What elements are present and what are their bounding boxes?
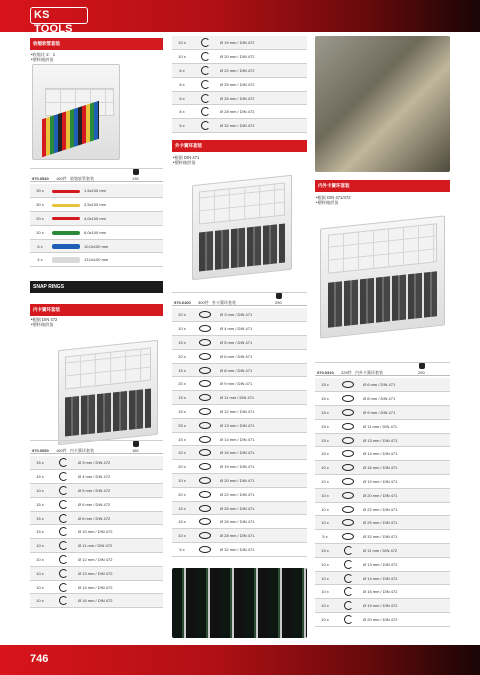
- table-row: [315, 544, 450, 558]
- internal-circlip-set-header: 内卡簧环套装: [30, 304, 163, 316]
- internal-circlip-icon: [344, 615, 353, 624]
- combo-circlip-bullets: •根据 DIN 471/472 •塑料箱供货: [316, 195, 351, 206]
- quantity-cell: 10 x: [315, 613, 335, 627]
- external-circlip-icon: [199, 311, 211, 318]
- quantity-cell: 10 x: [172, 446, 192, 460]
- table-row: [315, 461, 450, 475]
- external-circlip-icon: [342, 395, 354, 402]
- table-row: [172, 474, 307, 488]
- heat-shrink-product-image: [32, 64, 120, 160]
- quantity-cell: 10 x: [315, 516, 335, 530]
- quantity-cell: 15 x: [315, 419, 335, 433]
- table-row: [315, 475, 450, 489]
- table-row: [30, 566, 163, 580]
- external-circlip-icon: [342, 519, 354, 526]
- internal-circlip-icon: [59, 583, 68, 592]
- table-row: [315, 419, 450, 433]
- table-row: [315, 433, 450, 447]
- order-code: 970.0540: [32, 176, 49, 181]
- size-cell: Ø 13 mm / DIN 472: [76, 566, 163, 580]
- external-circlip-icon: [199, 408, 211, 415]
- size-cell: Ø 12 mm / DIN 471: [218, 405, 307, 419]
- size-cell: Ø 14 mm / DIN 471: [218, 432, 307, 446]
- combo-circlip-product-image: [320, 215, 445, 338]
- quantity-cell: 10 x: [172, 36, 192, 50]
- internal-circlip-icon: [344, 601, 353, 610]
- weight-value: 180: [132, 448, 139, 453]
- external-circlip-icon: [342, 423, 354, 430]
- size-cell: Ø 4 mm / DIN 472: [76, 470, 163, 484]
- table-row: 4 x 13,0x100 mm: [30, 253, 163, 267]
- order-code: 970.0310: [317, 370, 334, 375]
- size-cell: Ø 6 mm / DIN 471: [361, 378, 450, 392]
- table-row: [172, 432, 307, 446]
- quantity-cell: 10 x: [30, 553, 50, 567]
- size-cell: Ø 13 mm / DIN 471: [361, 433, 450, 447]
- quantity-cell: 15 x: [172, 336, 192, 350]
- quantity-cell: 10 x: [30, 580, 50, 594]
- table-row: [172, 50, 307, 64]
- table-row: [30, 497, 163, 511]
- external-circlip-icon: [342, 381, 354, 388]
- size-cell: Ø 3 mm / DIN 472: [76, 456, 163, 470]
- size-cell: Ø 19 mm / DIN 472: [361, 599, 450, 613]
- table-row: [172, 36, 307, 50]
- external-circlip-icon: [199, 367, 211, 374]
- table-row: [315, 557, 450, 571]
- order-code: 970.0100: [174, 300, 191, 305]
- table-row: [30, 511, 163, 525]
- table-row: [172, 529, 307, 543]
- external-circlip-icon: [342, 506, 354, 513]
- quantity-cell: 10 x: [172, 50, 192, 64]
- size-cell: Ø 16 mm / DIN 471: [218, 446, 307, 460]
- quantity-cell: 15 x: [315, 447, 335, 461]
- storage-rack-photo: [172, 568, 307, 638]
- size-cell: Ø 5 mm / DIN 472: [76, 484, 163, 498]
- internal-circlip-icon: [201, 66, 210, 75]
- size-cell: Ø 14 mm / DIN 472: [361, 571, 450, 585]
- heat-shrink-table: [30, 184, 163, 267]
- quantity-cell: 8 x: [172, 105, 192, 119]
- external-circlip-icon: [199, 436, 211, 443]
- external-circlip-icon: [199, 325, 211, 332]
- quantity-cell: 10 x: [315, 585, 335, 599]
- table-row: [30, 594, 163, 608]
- internal-circlip-icon: [201, 107, 210, 116]
- table-row: [172, 322, 307, 336]
- size-cell: Ø 14 mm / DIN 472: [76, 580, 163, 594]
- size-cell: Ø 11 mm / DIN 472: [361, 544, 450, 558]
- table-row: [315, 516, 450, 530]
- table-row: [315, 392, 450, 406]
- heat-shrink-order-info: [30, 168, 163, 182]
- quantity-cell: 10 x: [315, 475, 335, 489]
- external-circlip-icon: [199, 505, 211, 512]
- quantity-cell: 15 x: [315, 406, 335, 420]
- weight-icon: [133, 441, 139, 447]
- internal-circlip-icon: [344, 574, 353, 583]
- size-cell: Ø 19 mm / DIN 472: [218, 36, 307, 50]
- order-code: 970.0050: [32, 448, 49, 453]
- external-circlip-icon: [342, 437, 354, 444]
- quantity-cell: 8 x: [172, 91, 192, 105]
- quantity-cell: 10 x: [315, 502, 335, 516]
- size-cell: Ø 32 mm / DIN 471: [218, 543, 307, 557]
- external-circlip-order-info: [172, 292, 307, 306]
- size-cell: Ø 16 mm / DIN 472: [361, 585, 450, 599]
- size-cell: Ø 14 mm / DIN 471: [361, 447, 450, 461]
- table-row: [172, 105, 307, 119]
- table-row: [315, 502, 450, 516]
- set-name: 内卡簧环套装: [70, 448, 94, 453]
- table-row: [315, 447, 450, 461]
- table-row: [172, 377, 307, 391]
- size-cell: Ø 11 mm / DIN 471: [361, 419, 450, 433]
- table-row: [172, 349, 307, 363]
- external-circlip-icon: [342, 450, 354, 457]
- size-cell: Ø 28 mm / DIN 471: [218, 529, 307, 543]
- size-cell: Ø 19 mm / DIN 471: [218, 460, 307, 474]
- heat-shrink-bullets: •收缩比 2：1 •塑料箱供货: [31, 52, 56, 63]
- table-row: [172, 391, 307, 405]
- table-row: [315, 406, 450, 420]
- quantity-cell: 10 x: [315, 599, 335, 613]
- weight-icon: [276, 293, 282, 299]
- page-number: 746: [30, 653, 49, 665]
- size-cell: Ø 28 mm / DIN 472: [218, 105, 307, 119]
- internal-circlip-order-info: [30, 440, 163, 454]
- combo-circlip-order-info: [315, 362, 450, 376]
- table-row: 10 x 6,0x100 mm: [30, 225, 163, 239]
- quantity-cell: 10 x: [315, 461, 335, 475]
- quantity-cell: 10 x: [315, 571, 335, 585]
- section-title: SNAP RINGS: [30, 281, 163, 293]
- size-cell: Ø 5 mm / DIN 471: [218, 336, 307, 350]
- quantity-cell: 20 x: [172, 308, 192, 322]
- table-row: [172, 543, 307, 557]
- table-row: [172, 64, 307, 78]
- size-cell: Ø 20 mm / DIN 472: [218, 50, 307, 64]
- quantity-cell: 15 x: [172, 515, 192, 529]
- internal-circlip-icon: [201, 52, 210, 61]
- external-circlip-icon: [342, 492, 354, 499]
- quantity-cell: 15 x: [30, 497, 50, 511]
- internal-circlip-icon: [59, 569, 68, 578]
- set-name: 外卡簧环套装: [212, 300, 236, 305]
- size-cell: Ø 9 mm / DIN 471: [218, 377, 307, 391]
- shrink-tube-icon: [52, 231, 80, 235]
- table-row: [30, 553, 163, 567]
- size-cell: Ø 26 mm / DIN 472: [218, 91, 307, 105]
- quantity-cell: 20 x: [172, 487, 192, 501]
- weight-icon: [419, 363, 425, 369]
- quantity-cell: 15 x: [315, 378, 335, 392]
- table-row: [30, 456, 163, 470]
- external-circlip-icon: [342, 464, 354, 471]
- external-circlip-icon: [199, 380, 211, 387]
- quantity-cell: 15 x: [172, 363, 192, 377]
- set-name: 内外卡簧环套装: [355, 370, 383, 375]
- internal-circlip-icon: [59, 472, 68, 481]
- quantity-cell: 10 x: [30, 484, 50, 498]
- size-cell: Ø 8 mm / DIN 472: [76, 511, 163, 525]
- quantity-cell: 20 x: [172, 460, 192, 474]
- quantity-cell: 5 x: [172, 119, 192, 133]
- quantity-cell: 5 x: [172, 543, 192, 557]
- quantity-cell: 25 x: [172, 418, 192, 432]
- table-row: [172, 501, 307, 515]
- quantity-cell: 10 x: [172, 474, 192, 488]
- internal-circlip-icon: [59, 555, 68, 564]
- table-row: [172, 77, 307, 91]
- internal-circlip-icon: [59, 500, 68, 509]
- external-circlip-icon: [199, 546, 211, 553]
- quantity-cell: 10 x: [315, 488, 335, 502]
- external-circlip-icon: [342, 533, 354, 540]
- shrink-tube-icon: [52, 204, 80, 207]
- size-cell: Ø 8 mm / DIN 471: [218, 363, 307, 377]
- internal-circlip-table: [30, 456, 163, 608]
- piece-count: 160件: [56, 176, 67, 181]
- table-row: 30 x 1,5x100 mm: [30, 184, 163, 198]
- table-row: [172, 363, 307, 377]
- quantity-cell: 15 x: [30, 511, 50, 525]
- table-row: [172, 487, 307, 501]
- table-row: [172, 336, 307, 350]
- table-row: 6 x 10,0x100 mm: [30, 239, 163, 253]
- external-circlip-icon: [199, 518, 211, 525]
- piece-count: 225件: [341, 370, 352, 375]
- quantity-cell: 15 x: [172, 432, 192, 446]
- weight-value: 290: [275, 300, 282, 305]
- table-row: [172, 119, 307, 133]
- shrink-tube-icon: [52, 190, 80, 193]
- table-row: [315, 488, 450, 502]
- size-cell: Ø 16 mm / DIN 472: [76, 594, 163, 608]
- external-circlip-bullets: •根据 DIN 471 •塑料箱供货: [173, 155, 200, 166]
- external-circlip-icon: [199, 394, 211, 401]
- quantity-cell: 15 x: [30, 470, 50, 484]
- size-cell: Ø 25 mm / DIN 471: [218, 501, 307, 515]
- quantity-cell: 15 x: [172, 405, 192, 419]
- size-cell: Ø 13 mm / DIN 472: [361, 557, 450, 571]
- size-cell: Ø 22 mm / DIN 471: [361, 502, 450, 516]
- table-row: [30, 539, 163, 553]
- quantity-cell: 15 x: [315, 433, 335, 447]
- size-cell: Ø 10 mm / DIN 472: [76, 525, 163, 539]
- quantity-cell: 10 x: [30, 594, 50, 608]
- internal-circlip-icon: [201, 80, 210, 89]
- internal-circlip-icon: [344, 587, 353, 596]
- internal-circlip-icon: [201, 121, 210, 130]
- internal-circlip-icon: [59, 527, 68, 536]
- size-cell: Ø 3 mm / DIN 471: [218, 308, 307, 322]
- size-cell: Ø 6 mm / DIN 472: [76, 497, 163, 511]
- quantity-cell: 8 x: [172, 77, 192, 91]
- external-circlip-icon: [199, 339, 211, 346]
- external-circlip-icon: [199, 353, 211, 360]
- internal-circlip-icon: [59, 541, 68, 550]
- size-cell: Ø 12 mm / DIN 472: [76, 553, 163, 567]
- internal-circlip-product-image: [58, 340, 158, 446]
- table-row: [172, 460, 307, 474]
- external-circlip-icon: [199, 491, 211, 498]
- size-cell: Ø 22 mm / DIN 471: [218, 487, 307, 501]
- size-cell: Ø 32 mm / DIN 472: [218, 119, 307, 133]
- size-cell: Ø 11 mm / DIN 472: [76, 539, 163, 553]
- internal-circlip-icon: [59, 486, 68, 495]
- size-cell: Ø 11 mm / DIN 471: [218, 391, 307, 405]
- size-cell: Ø 19 mm / DIN 471: [361, 475, 450, 489]
- external-circlip-icon: [199, 422, 211, 429]
- quantity-cell: 20 x: [172, 349, 192, 363]
- quantity-cell: 15 x: [315, 392, 335, 406]
- size-cell: Ø 6 mm / DIN 471: [218, 349, 307, 363]
- size-cell: Ø 13 mm / DIN 471: [218, 418, 307, 432]
- table-row: [315, 378, 450, 392]
- quantity-cell: 20 x: [172, 377, 192, 391]
- quantity-cell: 15 x: [30, 525, 50, 539]
- shrink-tube-icon: [52, 217, 80, 220]
- size-cell: Ø 22 mm / DIN 472: [218, 64, 307, 78]
- internal-circlip-icon: [59, 514, 68, 523]
- bottom-banner: [0, 645, 480, 675]
- table-row: 20 x 4,0x100 mm: [30, 212, 163, 226]
- quantity-cell: 15 x: [172, 391, 192, 405]
- size-cell: Ø 26 mm / DIN 471: [218, 515, 307, 529]
- external-circlip-icon: [199, 532, 211, 539]
- weight-icon: [133, 169, 139, 175]
- size-cell: Ø 20 mm / DIN 472: [361, 613, 450, 627]
- external-circlip-set-header: 外卡簧环套装: [172, 140, 307, 152]
- set-name: 收缩软管套装: [70, 176, 94, 181]
- size-cell: Ø 8 mm / DIN 471: [361, 392, 450, 406]
- table-row: [172, 515, 307, 529]
- internal-circlip-icon: [344, 546, 353, 555]
- size-cell: Ø 32 mm / DIN 471: [361, 530, 450, 544]
- internal-circlip-icon: [201, 94, 210, 103]
- weight-value: 250: [418, 370, 425, 375]
- size-cell: Ø 9 mm / DIN 471: [361, 406, 450, 420]
- brand-logo: KS TOOLS: [30, 7, 88, 24]
- shrink-tube-icon: [52, 257, 80, 263]
- combo-circlip-set-header: 内外卡簧环套装: [315, 180, 450, 192]
- heat-shrink-set-header: 收缩软管套装: [30, 38, 163, 50]
- table-row: [172, 418, 307, 432]
- table-row: [172, 405, 307, 419]
- external-circlip-icon: [342, 409, 354, 416]
- piece-count: 160件: [56, 448, 67, 453]
- external-circlip-icon: [199, 449, 211, 456]
- table-row: [172, 308, 307, 322]
- internal-circlip-bullets: •根据 DIN 472 •塑料箱供货: [31, 317, 58, 328]
- external-circlip-table: [172, 308, 307, 557]
- table-row: [30, 470, 163, 484]
- quantity-cell: 15 x: [172, 501, 192, 515]
- size-cell: Ø 25 mm / DIN 471: [361, 516, 450, 530]
- application-photo: [315, 36, 450, 172]
- internal-circlip-icon: [344, 560, 353, 569]
- quantity-cell: 8 x: [172, 64, 192, 78]
- size-cell: Ø 20 mm / DIN 471: [361, 488, 450, 502]
- size-cell: Ø 16 mm / DIN 471: [361, 461, 450, 475]
- combo-circlip-table: [315, 378, 450, 627]
- size-cell: Ø 20 mm / DIN 471: [218, 474, 307, 488]
- weight-value: 130: [132, 176, 139, 181]
- quantity-cell: 10 x: [30, 566, 50, 580]
- table-row: [315, 571, 450, 585]
- external-circlip-icon: [199, 477, 211, 484]
- internal-circlip-icon: [59, 458, 68, 467]
- piece-count: 300件: [198, 300, 209, 305]
- external-circlip-product-image: [192, 175, 292, 281]
- quantity-cell: 10 x: [172, 529, 192, 543]
- table-row: [30, 525, 163, 539]
- quantity-cell: 10 x: [172, 322, 192, 336]
- size-cell: Ø 25 mm / DIN 472: [218, 77, 307, 91]
- shrink-tube-icon: [52, 244, 80, 249]
- internal-circlip-icon: [201, 38, 210, 47]
- table-row: [315, 599, 450, 613]
- external-circlip-icon: [342, 478, 354, 485]
- quantity-cell: 10 x: [30, 539, 50, 553]
- internal-circlip-icon: [59, 596, 68, 605]
- external-circlip-icon: [199, 463, 211, 470]
- table-row: [172, 91, 307, 105]
- table-row: 30 x 2,5x100 mm: [30, 198, 163, 212]
- quantity-cell: 15 x: [315, 544, 335, 558]
- size-cell: Ø 4 mm / DIN 471: [218, 322, 307, 336]
- table-row: [315, 613, 450, 627]
- table-row: [172, 446, 307, 460]
- quantity-cell: 15 x: [30, 456, 50, 470]
- table-row: [315, 585, 450, 599]
- continued-circlip-table: [172, 36, 307, 133]
- top-banner: [0, 0, 480, 35]
- table-row: [30, 580, 163, 594]
- table-row: [315, 530, 450, 544]
- table-row: [30, 484, 163, 498]
- quantity-cell: 5 x: [315, 530, 335, 544]
- quantity-cell: 10 x: [315, 557, 335, 571]
